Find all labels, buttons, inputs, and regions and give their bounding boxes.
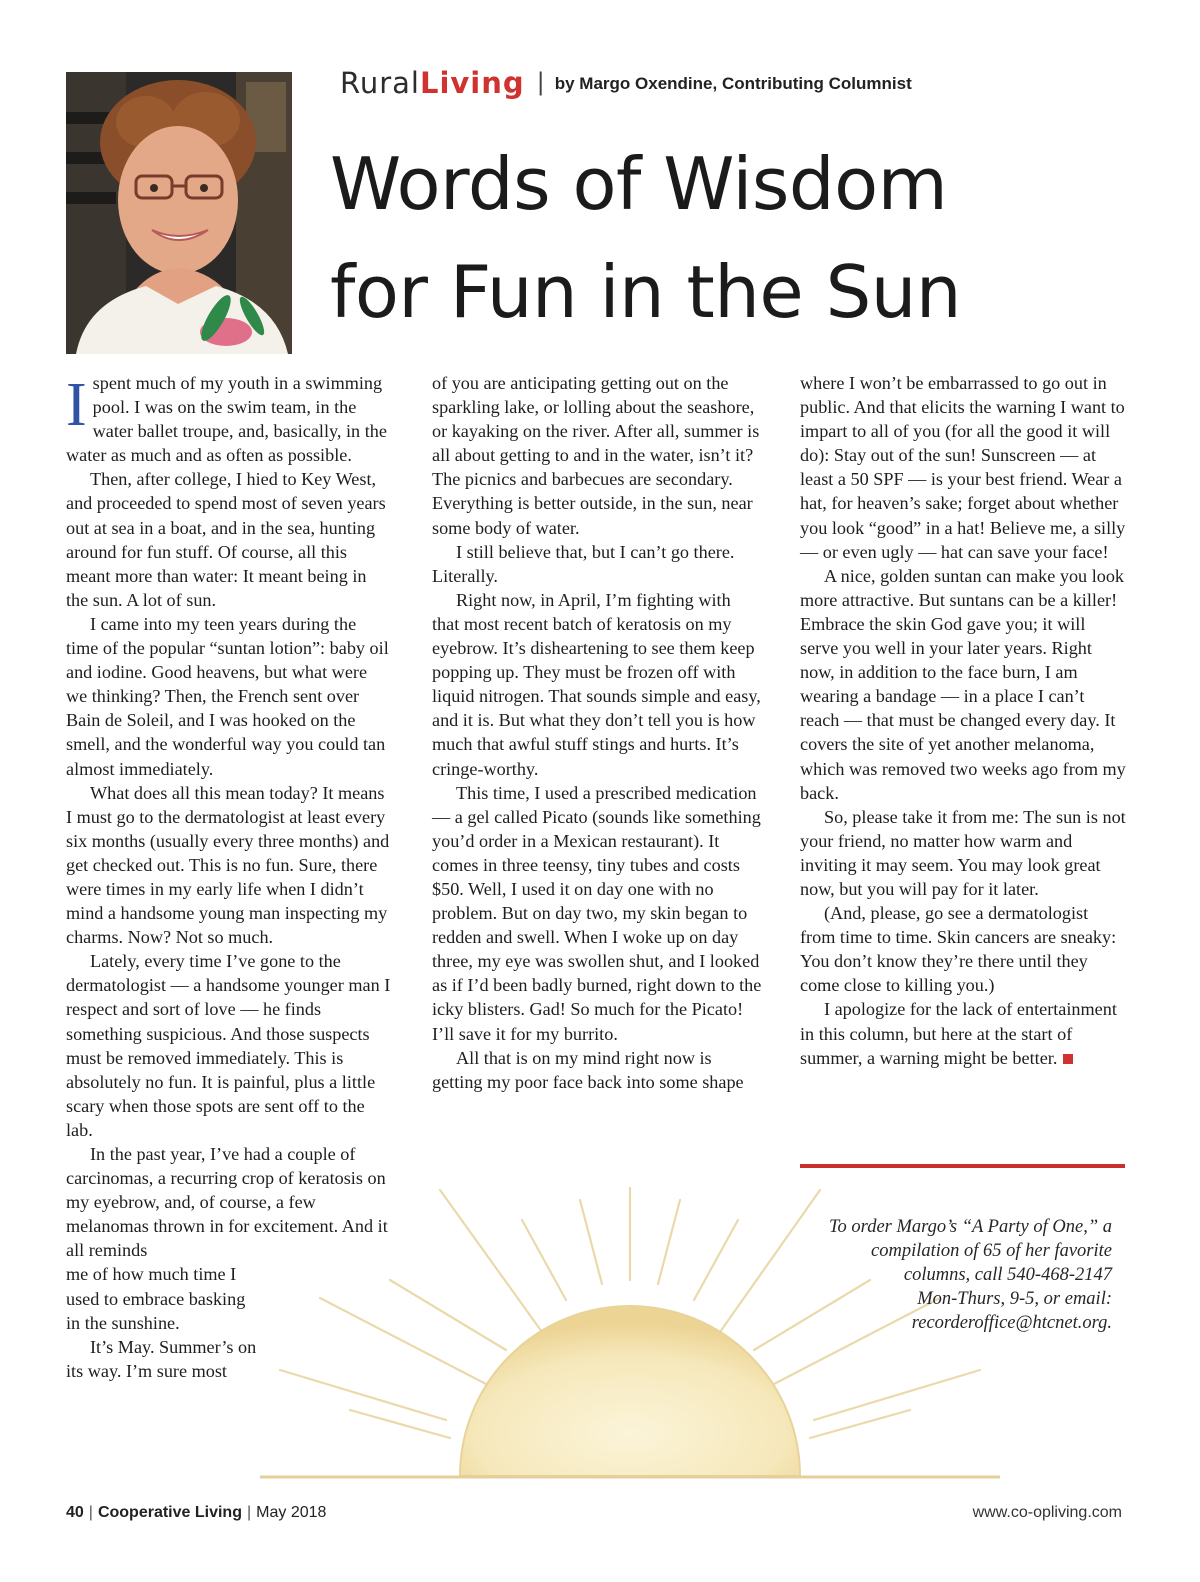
paragraph-line: It’s May. Summer’s on [90,1336,257,1357]
paragraph: Ispent much of my youth in a swimming pool. I was on the swim team, in the water ballet troupe, and, basically, in the water as much and as often as possible. [66,371,387,466]
paragraph: of you are anticipating getting out on the sparkling lake, or lolling about the seashore, or kayaking on the river. After all, summer is all about getting to and in the water, isn’t it? The picnics and barbecues are secondary. Everything is better outside, in the sun, near some body of water. [432,373,760,538]
paragraph: I still believe that, but I can’t go there. Literally. [432,541,735,586]
paragraph-line: used to embrace basking [66,1288,246,1309]
paragraph: In the past year, I’ve had a couple of carcinomas, a recurring crop of keratosis on my eyebrow, and, of course, a few melanomas thrown in for excitement. And it all reminds [66,1144,388,1261]
paragraph-line: in the sunshine. [66,1312,180,1333]
paragraph-line: its way. I’m sure most [66,1360,227,1381]
byline: by Margo Oxendine, Contributing Columnist [554,74,912,93]
square-icon [1063,1054,1073,1064]
footer-divider: | [246,1504,252,1521]
article-column-1 [66,371,392,1383]
order-info-line: Mon-Thurs, 9-5, or email: [917,1289,1112,1309]
headline-line-1: Words of Wisdom [330,142,948,226]
order-info-line: compilation of 65 of her favorite [871,1241,1112,1261]
section-name-living: Living [419,66,525,100]
paragraph: I came into my teen years during the time of the popular “suntan lotion”: baby oil and iodine. Good heavens, but what were we thinking? Then, the French sent over Bain de Soleil, and I was hooked on the smell, and the wonderful way you could tan almost immediately. [66,613,389,779]
paragraph [800,997,1126,1069]
paragraph: Lately, every time I’ve gone to the dermatologist — a handsome younger man I respect and sort of love — he finds something suspicious. And those suspects must be removed immediately. This is absolutely no fun. It is painful, plus a little scary when those spots are sent off to the lab. [66,951,391,1140]
paragraph: Right now, in April, I’m fighting with that most recent batch of keratosis on my eyebrow. It’s disheartening to see them keep popping up. They must be frozen off with liquid nitrogen. That sounds simple and easy, and it is. But what they don’t tell you is how much that awful stuff stings and hurts. It’s cringe-worthy. [432,589,761,779]
order-info-email[interactable]: recorderoffice@htcnet.org. [911,1313,1112,1333]
paragraph: A nice, golden suntan can make you look more attractive. But suntans can be a killer! Embrace the skin God gave you; it will serve you well in your later years. Right now, in addition to the face burn, I am wearing a bandage — in a place I can’t reach — that must be changed every day. It covers the site of yet another melanoma, which was removed two weeks ago from my back. [800,565,1126,803]
paragraph-line: me of how much time I [66,1264,237,1285]
kicker-divider: | [536,68,545,96]
paragraph: Then, after college, I hied to Key West, and proceeded to spend most of seven years out at sea in a boat, and in the sea, hunting around for fun stuff. Of course, all this meant more than water: It meant being in the sun. A lot of sun. [66,469,386,610]
paragraph: This time, I used a prescribed medication — a gel called Picato (sounds like something you’d order in a Mexican restaurant). It comes in three teensy, tiny tubes and costs $50. Well, I used it on day one with no problem. But on day two, my skin began to redden and swell. When I woke up on day three, my eye was swollen shut, and I looked as if I’d been badly burned, right down to the icky blisters. Gad! So much for the Picato! I’ll save it for my burrito. [432,782,762,1044]
headline [330,130,1110,346]
headline-line-2: for Fun in the Sun [330,250,962,334]
article-column-2 [432,371,762,1094]
publication-name: Cooperative Living [97,1504,242,1521]
article-column-3 [800,371,1126,1070]
drop-cap: I [66,371,87,439]
paragraph: So, please take it from me: The sun is not your friend, no matter how warm and inviting it may seem. You may look great now, but you will pay for it later. [800,806,1126,899]
order-info [800,1215,1112,1335]
website-link[interactable]: www.co-opliving.com [972,1504,1122,1521]
issue-date: May 2018 [256,1504,327,1521]
page-number: 40 [66,1504,84,1521]
author-portrait-illustration [66,72,292,354]
paragraph: (And, please, go see a dermatologist from time to time. Skin cancers are sneaky: You don’t know they’re there until they come close to killing you.) [800,903,1117,996]
closing-text: I apologize for the lack of entertainment in this column, but here at the start of summer, a warning might be better. [800,999,1117,1068]
page-footer [66,1504,326,1522]
order-info-line: columns, call 540-468-2147 [903,1265,1112,1285]
section-kicker [340,66,912,100]
order-info-line: To order Margo’s “A Party of One,” a [828,1217,1112,1237]
section-name-rural: Rural [340,66,420,100]
paragraph: All that is on my mind right now is getting my poor face back into some shape [432,1047,744,1092]
author-photo [66,72,292,354]
paragraph: where I won’t be embarrassed to go out in public. And that elicits the warning I want to impart to all of you (for all the good it will do): Stay out of the sun! Sunscreen — at least a 50 SPF — is your best friend. Wear a hat, for heaven’s sake; forget about whether you look “good” in a hat! Believe me, a silly — or even ugly — hat can save your face! [800,373,1126,562]
divider-rule [800,1164,1125,1168]
paragraph: What does all this mean today? It means I must go to the dermatologist at least every six months (usually every three months) and get checked out. This is no fun. Sure, there were times in my early life when I didn’t mind a handsome young man inspecting my charms. Now? Not so much. [66,782,390,948]
footer-divider: | [88,1504,93,1521]
